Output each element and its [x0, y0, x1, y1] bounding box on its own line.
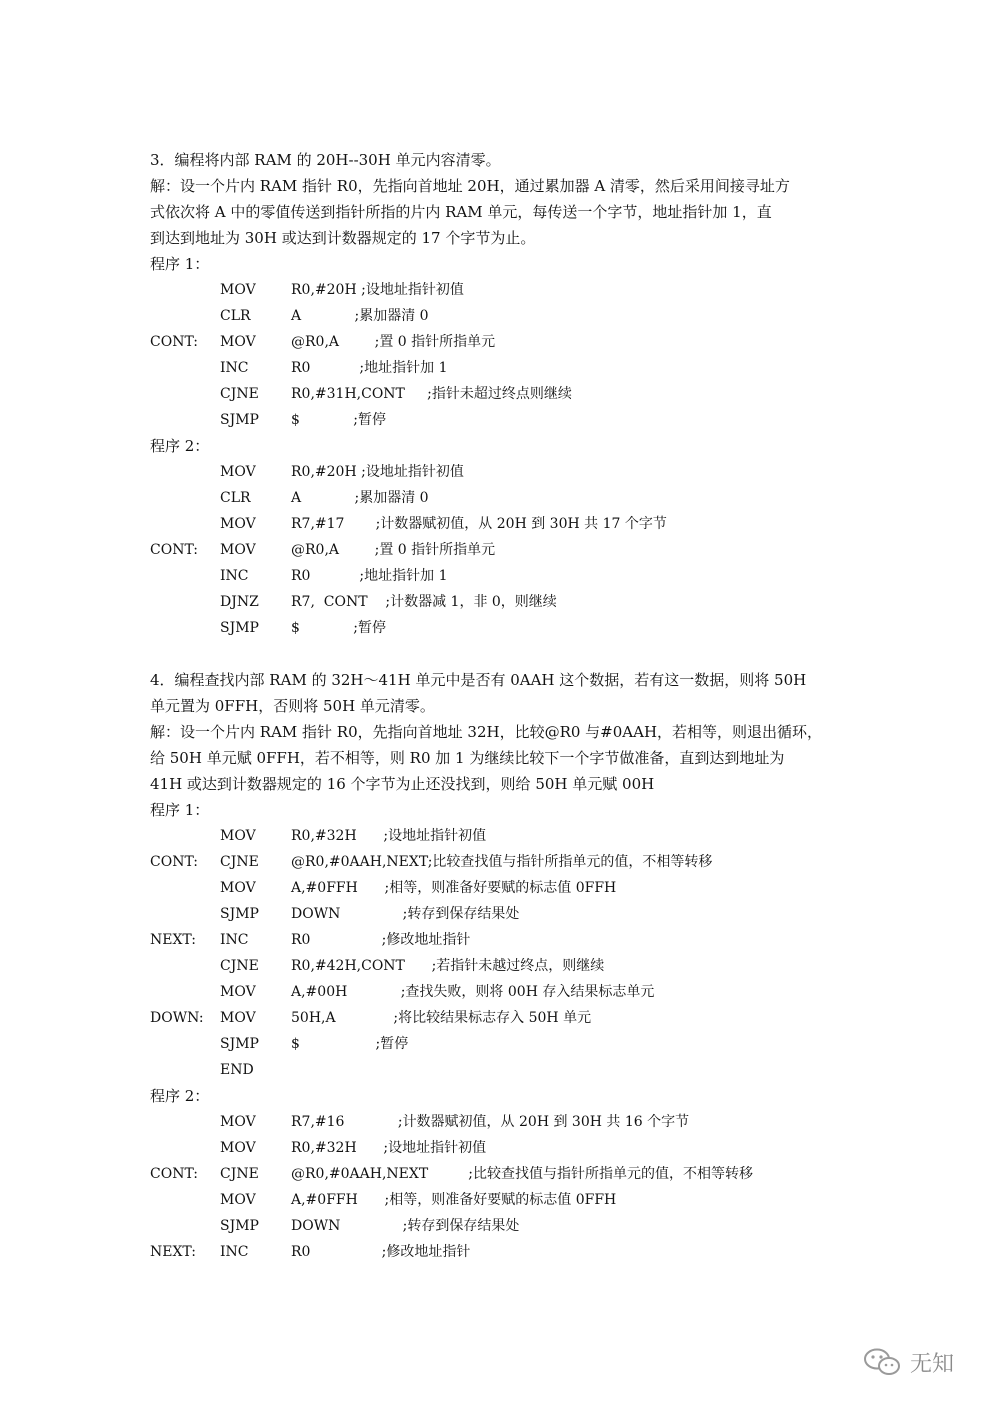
section4-solution-line-3: 41H 或达到计数器规定的 16 个字节为止还没找到，则给 50H 单元赋 00H — [150, 775, 655, 793]
code-opcode: MOV — [220, 1140, 256, 1156]
code-operand-comment: DOWN ;转存到保存结果处 — [291, 1218, 520, 1234]
code-operand-comment: R0 ;修改地址指针 — [291, 1244, 471, 1260]
section3-solution-line-2: 式依次将 A 中的零值传送到指针所指的片内 RAM 单元，每传送一个字节，地址指针加 1，直 — [150, 203, 772, 221]
code-operand-comment: @R0,A ;置 0 指针所指单元 — [291, 542, 496, 558]
code-operand-comment: @R0,#0AAH,NEXT ;比较查找值与指针所指单元的值，不相等转移 — [291, 1166, 753, 1182]
code-operand-comment: R0 ;修改地址指针 — [291, 932, 471, 948]
code-label: NEXT: — [150, 932, 196, 948]
code-operand-comment: R0,#31H,CONT ;指针未超过终点则继续 — [291, 386, 572, 402]
code-operand-comment: A,#0FFH ;相等，则准备好要赋的标志值 0FFH — [291, 880, 617, 896]
section4-solution-line-2: 给 50H 单元赋 0FFH，若不相等，则 R0 加 1 为继续比较下一个字节做准备，直到达到地址为 — [150, 749, 785, 767]
code-opcode: END — [220, 1062, 254, 1078]
code-opcode: MOV — [220, 828, 256, 844]
code-label: CONT: — [150, 1166, 198, 1182]
code-opcode: INC — [220, 360, 249, 376]
code-operand-comment: $ ;暂停 — [291, 620, 387, 636]
code-operand-comment: A ;累加器清 0 — [291, 490, 429, 506]
section4-program1-title: 程序 1： — [150, 801, 210, 819]
code-operand-comment: $ ;暂停 — [291, 412, 387, 428]
section3-program2-title: 程序 2： — [150, 437, 210, 455]
code-operand-comment: R7,#16 ;计数器赋初值，从 20H 到 30H 共 16 个字节 — [291, 1114, 690, 1130]
wechat-icon — [862, 1347, 902, 1377]
code-opcode: MOV — [220, 1192, 256, 1208]
code-operand-comment: @R0,#0AAH,NEXT;比较查找值与指针所指单元的值，不相等转移 — [291, 854, 713, 870]
code-opcode: MOV — [220, 282, 256, 298]
code-operand-comment: R7,#17 ;计数器赋初值，从 20H 到 30H 共 17 个字节 — [291, 516, 667, 532]
code-opcode: MOV — [220, 984, 256, 1000]
code-operand-comment: A ;累加器清 0 — [291, 308, 429, 324]
code-opcode: INC — [220, 568, 249, 584]
code-operand-comment: R0,#20H ;设地址指针初值 — [291, 464, 464, 480]
code-operand-comment: @R0,A ;置 0 指针所指单元 — [291, 334, 496, 350]
watermark — [862, 1344, 972, 1380]
code-opcode: SJMP — [220, 412, 259, 428]
section4-title-line-1: 4．编程查找内部 RAM 的 32H～41H 单元中是否有 0AAH 这个数据，若有这一数据，则将 50H — [150, 671, 807, 689]
section3-solution-line-3: 到达到地址为 30H 或达到计数器规定的 17 个字节为止。 — [150, 229, 536, 247]
code-operand-comment: DOWN ;转存到保存结果处 — [291, 906, 520, 922]
code-opcode: CLR — [220, 308, 251, 324]
code-opcode: MOV — [220, 1114, 256, 1130]
section4-solution-line-1: 解：设一个片内 RAM 指针 R0，先指向首地址 32H，比较@R0 与#0AAH，若相等，则退出循环， — [150, 723, 823, 741]
code-opcode: CJNE — [220, 386, 259, 402]
code-opcode: MOV — [220, 1010, 256, 1026]
code-operand-comment: R0,#42H,CONT ;若指针未越过终点，则继续 — [291, 958, 605, 974]
code-operand-comment: R0,#32H ;设地址指针初值 — [291, 1140, 487, 1156]
code-opcode: MOV — [220, 542, 256, 558]
code-operand-comment: R0,#20H ;设地址指针初值 — [291, 282, 464, 298]
code-label: CONT: — [150, 854, 198, 870]
code-opcode: SJMP — [220, 620, 259, 636]
code-label: CONT: — [150, 334, 198, 350]
code-opcode: CJNE — [220, 958, 259, 974]
code-label: NEXT: — [150, 1244, 196, 1260]
code-operand-comment: R7, CONT ;计数器减 1，非 0，则继续 — [291, 594, 557, 610]
section3-solution-line-1: 解：设一个片内 RAM 指针 R0，先指向首地址 20H，通过累加器 A 清零，然后采用间接寻址方 — [150, 177, 790, 195]
watermark-text: 无知 — [910, 1351, 955, 1377]
code-opcode: CLR — [220, 490, 251, 506]
code-operand-comment: 50H,A ;将比较结果标志存入 50H 单元 — [291, 1010, 592, 1026]
code-opcode: MOV — [220, 464, 256, 480]
code-operand-comment: R0,#32H ;设地址指针初值 — [291, 828, 487, 844]
code-label: DOWN: — [150, 1010, 204, 1026]
section4-program2-title: 程序 2： — [150, 1087, 210, 1105]
code-operand-comment: A,#0FFH ;相等，则准备好要赋的标志值 0FFH — [291, 1192, 617, 1208]
code-operand-comment: R0 ;地址指针加 1 — [291, 568, 448, 584]
code-label: CONT: — [150, 542, 198, 558]
code-operand-comment: R0 ;地址指针加 1 — [291, 360, 448, 376]
code-operand-comment: A,#00H ;查找失败，则将 00H 存入结果标志单元 — [291, 984, 655, 1000]
code-opcode: MOV — [220, 516, 256, 532]
code-opcode: DJNZ — [220, 594, 259, 610]
code-opcode: MOV — [220, 334, 256, 350]
code-opcode: SJMP — [220, 1218, 259, 1234]
code-opcode: CJNE — [220, 854, 259, 870]
code-opcode: SJMP — [220, 906, 259, 922]
section3-title: 3．编程将内部 RAM 的 20H--30H 单元内容清零。 — [150, 151, 501, 169]
code-opcode: SJMP — [220, 1036, 259, 1052]
section4-title-line-2: 单元置为 0FFH，否则将 50H 单元清零。 — [150, 697, 435, 715]
code-opcode: INC — [220, 1244, 249, 1260]
section3-program1-title: 程序 1： — [150, 255, 210, 273]
code-opcode: CJNE — [220, 1166, 259, 1182]
code-opcode: INC — [220, 932, 249, 948]
code-opcode: MOV — [220, 880, 256, 896]
code-operand-comment: $ ;暂停 — [291, 1036, 409, 1052]
